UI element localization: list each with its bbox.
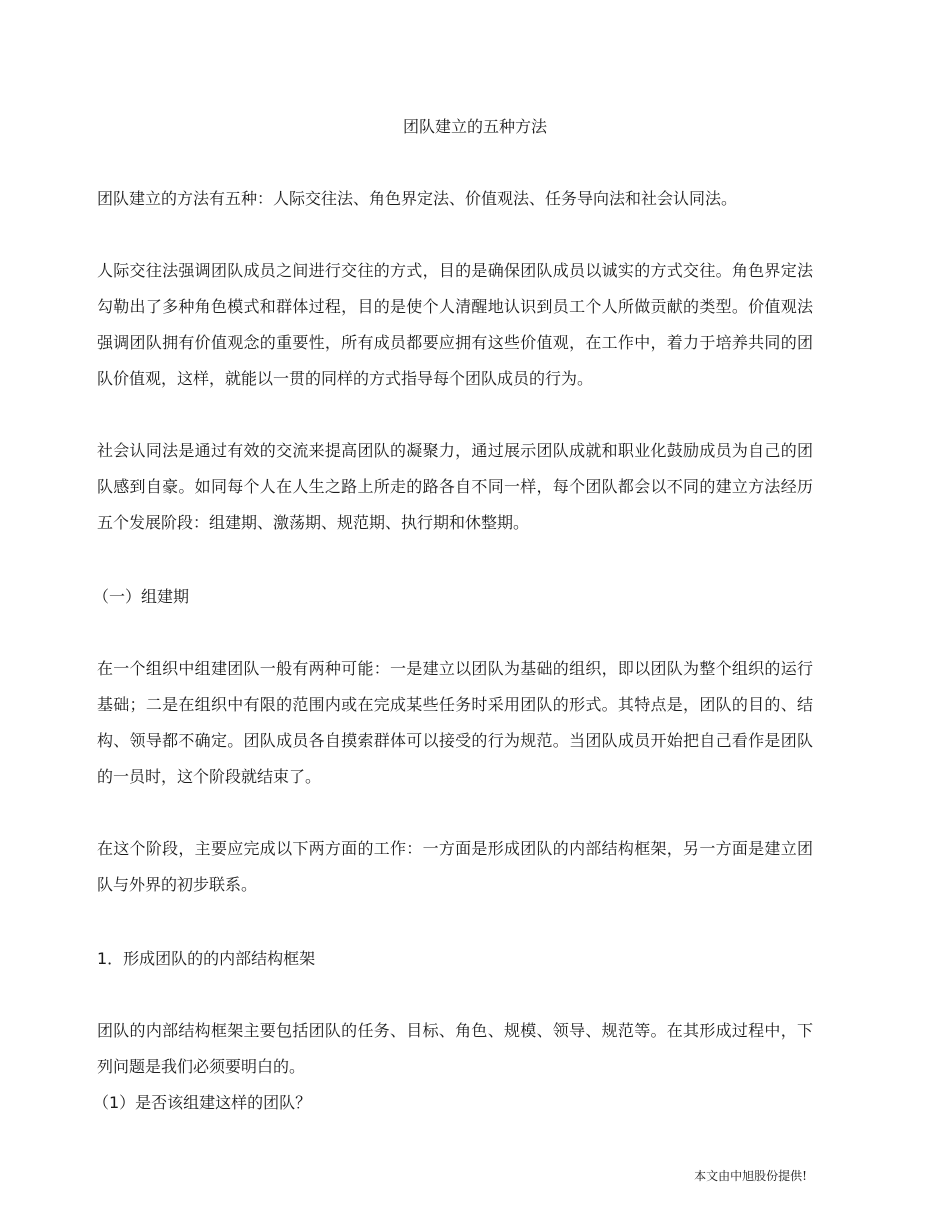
stage-work-paragraph: 在这个阶段，主要应完成以下两方面的工作：一方面是形成团队的内部结构框架，另一方面是建立团队与外界的初步联系。 [97, 839, 813, 894]
internal-structure-paragraph: 团队的内部结构框架主要包括团队的任务、目标、角色、规模、领导、规范等。在其形成过程中，下列问题是我们必须要明白的。 [97, 1021, 813, 1076]
methods-paragraph: 人际交往法强调团队成员之间进行交往的方式，目的是确保团队成员以诚实的方式交往。角色界定法勾勒出了多种角色模式和群体过程，目的是使个人清醒地认识到员工个人所做贡献的类型。价值观法强调团队拥有价值观念的重要性，所有成员都要应拥有这些价值观，在工作中，着力于培养共同的团队价值观，这样，就能以一贯的同样的方式指导每个团队成员的行为。 [97, 261, 813, 388]
section-heading-forming: （一）组建期 [93, 587, 190, 606]
intro-paragraph: 团队建立的方法有五种：人际交往法、角色界定法、价值观法、任务导向法和社会认同法。 [97, 189, 738, 208]
social-identity-paragraph: 社会认同法是通过有效的交流来提高团队的凝聚力，通过展示团队成就和职业化鼓励成员为自己的团队感到自豪。如同每个人在人生之路上所走的路各自不同一样，每个团队都会以不同的建立方法经历五个发展阶段：组建期、激荡期、规范期、执行期和休整期。 [97, 441, 813, 532]
subheading-internal-structure: 1．形成团队的的内部结构框架 [97, 949, 316, 968]
page-title: 团队建立的五种方法 [402, 117, 547, 136]
forming-paragraph: 在一个组织中组建团队一般有两种可能：一是建立以团队为基础的组织，即以团队为整个组织的运行基础；二是在组织中有限的范围内或在完成某些任务时采用团队的形式。其特点是，团队的目的、结构、领导都不确定。团队成员各自摸索群体可以接受的行为规范。当团队成员开始把自己看作是团队的一员时，这个阶段就结束了。 [97, 659, 813, 786]
question-item-1: （1）是否该组建这样的团队？ [93, 1093, 312, 1112]
footer-note: 本文由中旭股份提供! [694, 1169, 807, 1183]
